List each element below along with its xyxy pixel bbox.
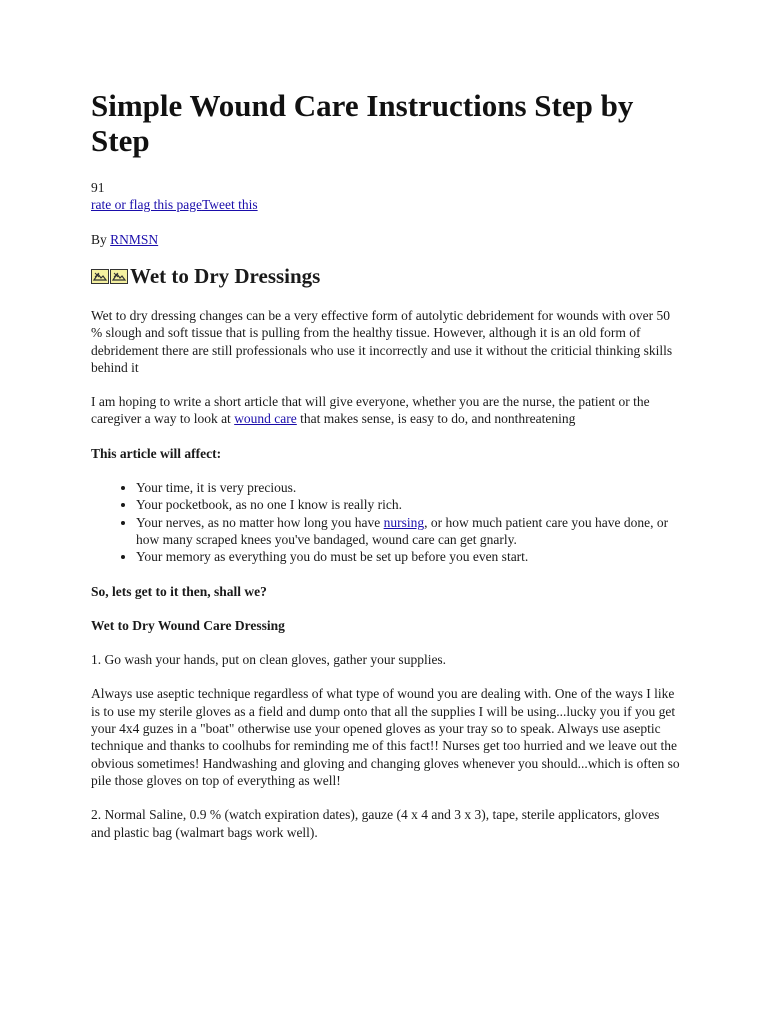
- by-label: By: [91, 232, 111, 247]
- broken-image-icon: [91, 269, 109, 284]
- lets-go-text: So, lets get to it then, shall we?: [91, 583, 267, 599]
- rating-count: 91: [91, 180, 105, 195]
- paragraph-purpose-text-2: that makes sense, is easy to do, and nonthreatening: [296, 411, 576, 427]
- rate-flag-link[interactable]: rate or flag this page: [91, 197, 202, 212]
- subheading: [91, 617, 681, 634]
- paragraph-intro: Wet to dry dressing changes can be a very effective form of autolytic debridement for wounds with over 50 % slough and soft tissue that is pulling from the healthy tissue. However, although it is an old form of debridement there are still professionals who use it incorrectly and use it without the criticial thinking skills behind it: [91, 308, 673, 375]
- section-heading: [91, 264, 681, 288]
- article: [91, 88, 681, 841]
- section-heading-text: Wet to Dry Dressings: [130, 264, 321, 288]
- list-item: [136, 514, 681, 549]
- tweet-link[interactable]: Tweet this: [201, 197, 258, 212]
- broken-image-icon: [110, 269, 128, 284]
- affect-list: [91, 479, 681, 565]
- affect-heading-text: This article will affect:: [91, 445, 222, 461]
- paragraph-aseptic: Always use aseptic technique regardless of what type of wound you are dealing with. One of the ways I like is to use my sterile gloves as a field and dump onto that all the supplies I will be using...lucky you if you get your 4x4 guzes in a "boat" otherwise use your opened gloves as your tray so to speak. Always use aseptic technique and thanks to coolhubs for reminding me of this fact!! Nurses get too hurried and we leave out the obvious sometimes! Handwashing and gloving and changing gloves whenever you should...which is often so pile those gloves on top of everything as well!: [91, 686, 680, 788]
- list-item-text-2: , or how much patient care you have done, or how many scraped knees you've bandaged, wound care can get gnarly.: [136, 514, 669, 547]
- wound-care-link[interactable]: wound care: [234, 411, 297, 427]
- step-2: 2. Normal Saline, 0.9 % (watch expiration dates), gauze (4 x 4 and 3 x 3), tape, sterile applicators, gloves and plastic bag (walmart bags work well).: [91, 807, 660, 840]
- list-item: • Your memory as everything you do must be set up before you even start.: [136, 548, 681, 565]
- list-item: • Your time, it is very precious.: [136, 479, 681, 496]
- byline: [91, 231, 681, 248]
- page-title: Simple Wound Care Instructions Step by Step: [91, 88, 634, 158]
- lets-go-heading: [91, 583, 681, 600]
- subheading-text: Wet to Dry Wound Care Dressing: [91, 617, 285, 633]
- list-item: • Your pocketbook, as no one I know is really rich.: [136, 496, 681, 513]
- author-link[interactable]: RNMSN: [110, 232, 159, 247]
- step-1: 1. Go wash your hands, put on clean gloves, gather your supplies.: [91, 652, 447, 668]
- image-placeholder-icon: [91, 269, 128, 284]
- article-actions: [91, 196, 681, 213]
- affect-heading: [91, 445, 681, 462]
- list-item-text-1: Your nerves, as no matter how long you have: [136, 514, 384, 530]
- nursing-link[interactable]: nursing: [383, 514, 425, 530]
- paragraph-purpose: [91, 393, 681, 428]
- paragraph-purpose-text-1: I am hoping to write a short article that will give everyone, whether you are the nurse, the patient or the caregiver a way to look at: [91, 394, 650, 427]
